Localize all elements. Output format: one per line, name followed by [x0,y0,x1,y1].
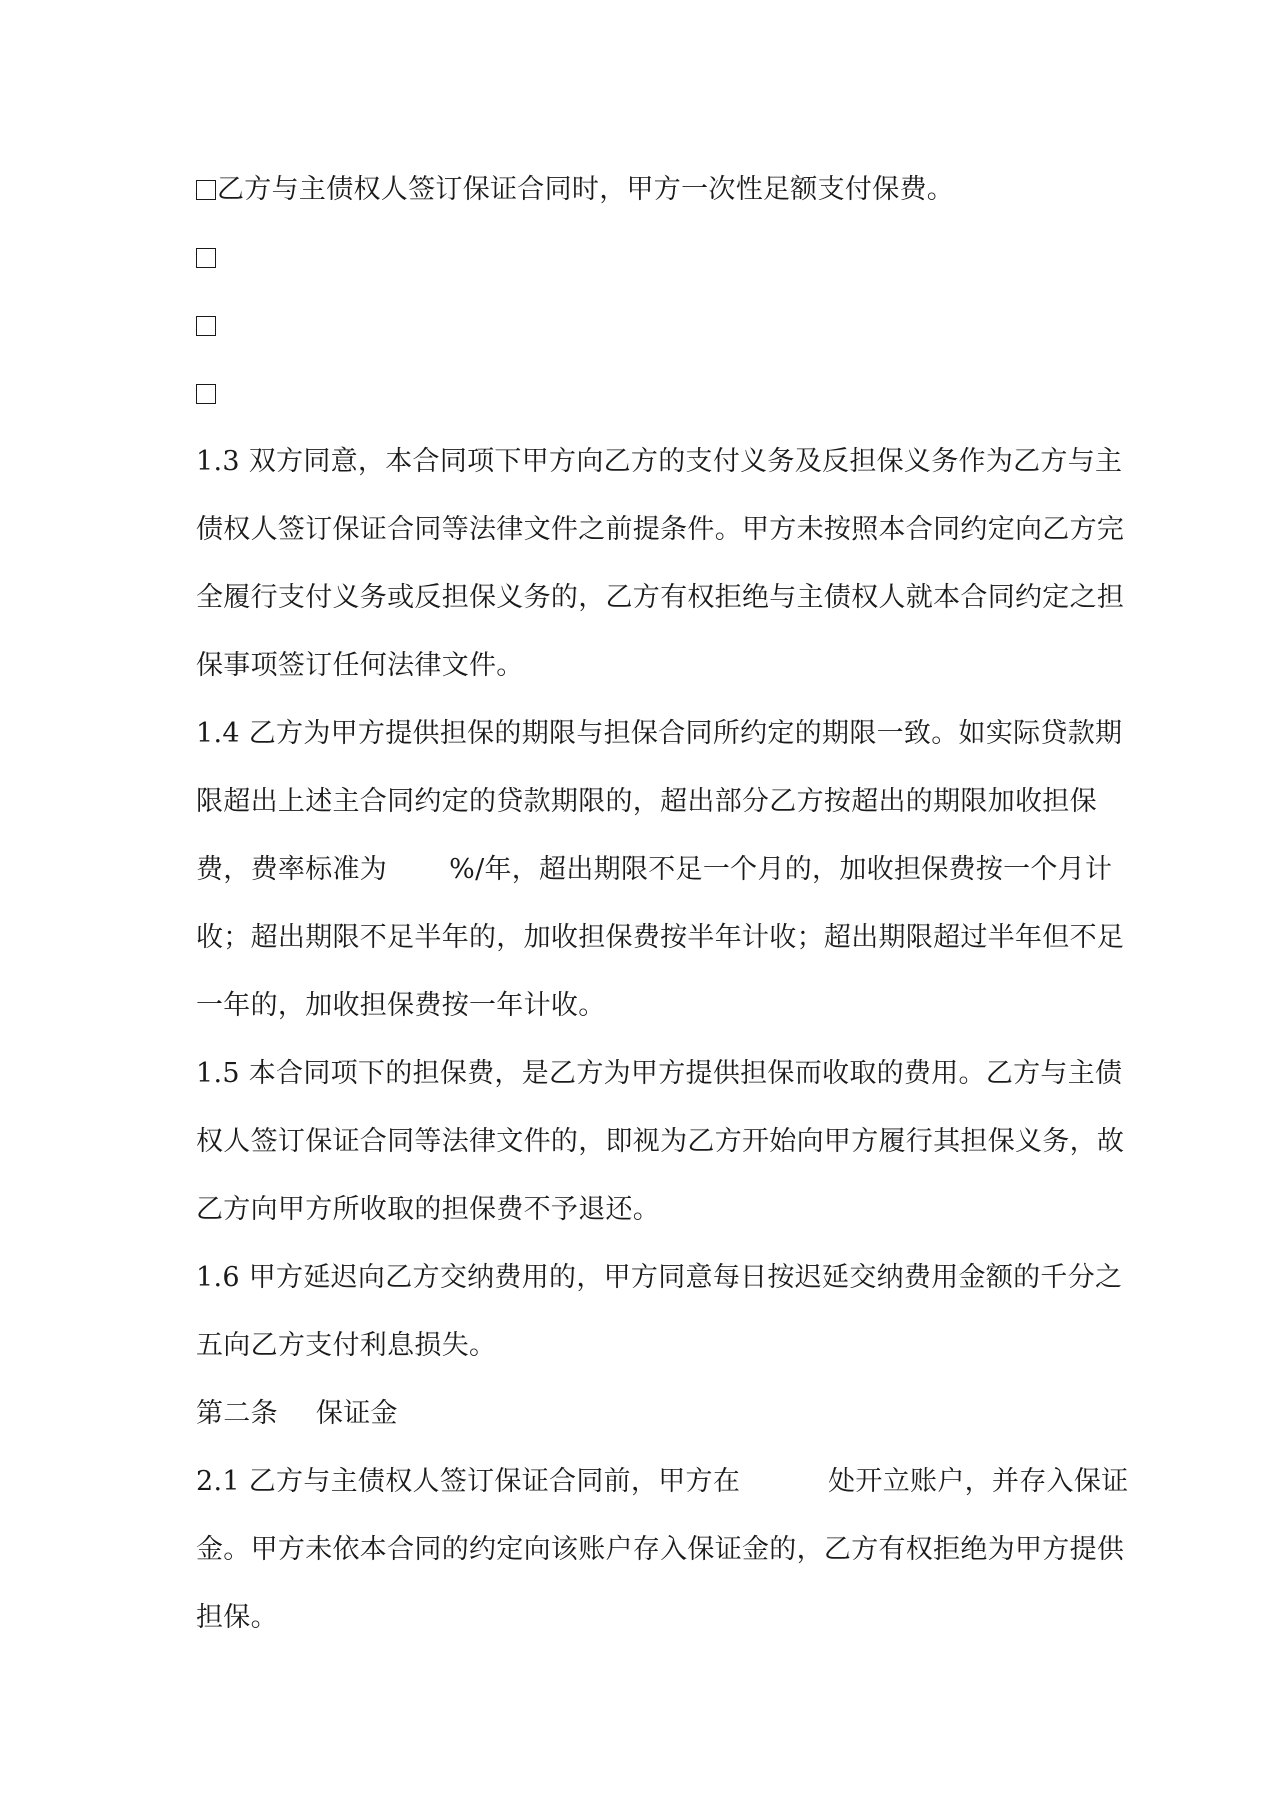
clause-2-1-text: 2.1 乙方与主债权人签订保证合同前，甲方在 [196,1466,741,1497]
checkbox-option-line [196,164,1096,232]
clause-1-4-line: 一年的，加收担保费按一年计收。 [196,990,606,1021]
checkbox-icon[interactable] [196,180,216,200]
clause-1-4-line: 限超出上述主合同约定的贷款期限的，超出部分乙方按超出的期限加收担保 [196,786,1097,817]
clause-1-3-line: 债权人签订保证合同等法律文件之前提条件。甲方未按照本合同约定向乙方完 [196,514,1125,545]
clause-2-1-line: 担保。 [196,1602,278,1633]
checkbox-option-text: 乙方与主债权人签订保证合同时，甲方一次性足额支付保费。 [217,174,955,205]
clause-1-4-text: 费，费率标准为 [196,854,388,885]
clause-1-6-line: 五向乙方支付利息损失。 [196,1330,497,1361]
clause-1-3-line: 保事项签订任何法律文件。 [196,650,524,681]
checkbox-option-line [196,300,1096,368]
article-number: 第二条 [196,1398,278,1429]
clause-1-4-line [196,844,1113,912]
article-title: 保证金 [315,1398,398,1429]
clause-1-4-line: 1.4 乙方为甲方提供担保的期限与担保合同所约定的期限一致。如实际贷款期 [196,718,1123,749]
checkbox-icon[interactable] [196,248,216,268]
clause-1-5-line: 乙方向甲方所收取的担保费不予退还。 [196,1194,661,1225]
clause-1-3-line: 全履行支付义务或反担保义务的，乙方有权拒绝与主债权人就本合同约定之担 [196,582,1125,613]
clause-1-4-text: %/年，超出期限不足一个月的，加收担保费按一个月计 [449,854,1113,885]
checkbox-option-line [196,368,1096,436]
document-body [196,164,1129,1660]
clause-1-3-line: 1.3 双方同意，本合同项下甲方向乙方的支付义务及反担保义务作为乙方与主 [196,446,1123,477]
clause-1-6-line: 1.6 甲方延迟向乙方交纳费用的，甲方同意每日按迟延交纳费用金额的千分之 [196,1262,1123,1293]
checkbox-icon[interactable] [196,316,216,336]
clause-2-1-text: 处开立账户，并存入保证 [828,1466,1129,1497]
article-2-heading [196,1388,1096,1456]
clause-1-5-line: 1.5 本合同项下的担保费，是乙方为甲方提供担保而收取的费用。乙方与主债 [196,1058,1123,1089]
clause-1-5-line: 权人签订保证合同等法律文件的，即视为乙方开始向甲方履行其担保义务，故 [196,1126,1125,1157]
checkbox-icon[interactable] [196,384,216,404]
checkbox-option-line [196,232,1096,300]
clause-2-1-line [196,1456,1129,1524]
clause-2-1-line: 金。甲方未依本合同的约定向该账户存入保证金的，乙方有权拒绝为甲方提供 [196,1534,1125,1565]
clause-1-4-line: 收；超出期限不足半年的，加收担保费按半年计收；超出期限超过半年但不足 [196,922,1125,953]
